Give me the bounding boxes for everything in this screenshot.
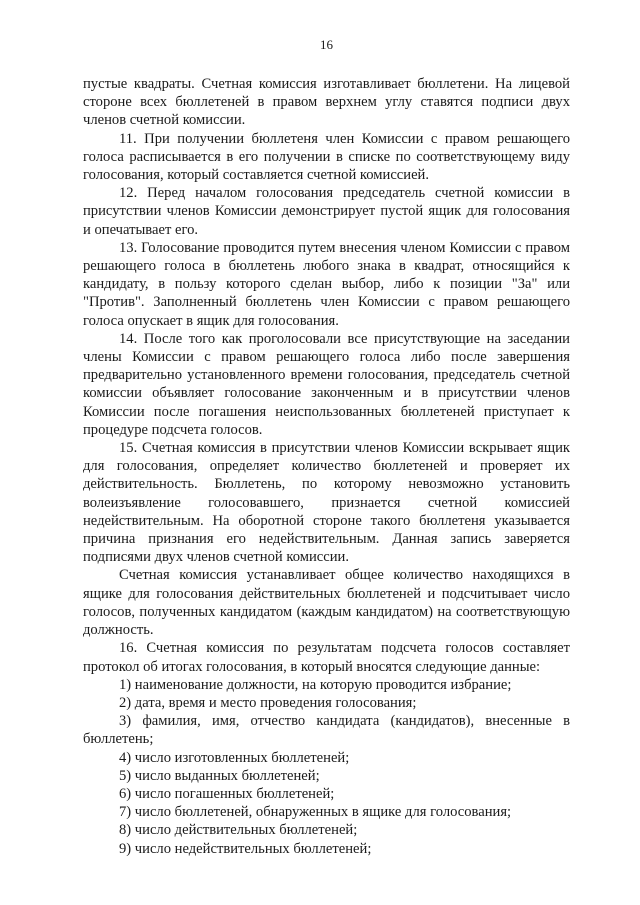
paragraph-item-13: 13. Голосование проводится путем внесения членом Комиссии с правом решающего голоса в бюллетень любого знака в квадрат, относящийся к кандидату, в пользу которого сделан выбор, либо к позиции "За" или "Против". Заполненный бюллетень член Комиссии с правом решающего голоса опускает в ящик для голосования. [83, 239, 570, 329]
list-item: 2) дата, время и место проведения голосования; [119, 694, 417, 711]
list-item: 7) число бюллетеней, обнаруженных в ящике для голосования; [119, 804, 512, 821]
paragraph-item-12: 12. Перед началом голосования председатель счетной комиссии в присутствии членов Комиссии демонстрирует пустой ящик для голосования и опечатывает его. [83, 185, 570, 238]
paragraph-item-15: 15. Счетная комиссия в присутствии членов Комиссии вскрывает ящик для голосования, определяет количество бюллетеней и проверяет их действительность. Бюллетень, по которому невозможно установить волеизъявление голосовавшего, признается счетной комиссией недействительным. На оборотной стороне такого бюллетеня указывается причина признания его недействительным. Данная запись заверяется подписями двух членов счетной комиссии. [83, 440, 570, 566]
paragraph-item-16: 16. Счетная комиссия по результатам подсчета голосов составляет протокол об итогах голосования, в который вносятся следующие данные: [83, 640, 570, 675]
document-body [83, 75, 570, 858]
paragraph-item-14: 14. После того как проголосовали все присутствующие на заседании члены Комиссии с правом решающего голоса либо после завершения предварительно установленного времени голосования, председатель счетной комиссии объявляет голосование законченным и в присутствии членов Комиссии после погашения неиспользованных бюллетеней приступает к процедуре подсчета голосов. [83, 330, 570, 438]
paragraph-continuation: пустые квадраты. Счетная комиссия изготавливает бюллетени. На лицевой стороне всех бюллетеней в правом верхнем углу ставятся подписи двух членов счетной комиссии. [83, 76, 570, 129]
list-item: 1) наименование должности, на которую проводится избрание; [119, 676, 512, 693]
list-item: 4) число изготовленных бюллетеней; [119, 749, 350, 766]
paragraph-item-11: 11. При получении бюллетеня член Комиссии с правом решающего голоса расписывается в его получении в списке по соответствующему виду голосования, который составляется счетной комиссией. [83, 130, 570, 184]
paragraph-vote-count: Счетная комиссия устанавливает общее количество находящихся в ящике для голосования действительных бюллетеней и подсчитывает число голосов, полученных кандидатом (каждым кандидатом) на соответствующую должность. [83, 567, 570, 639]
list-item: 5) число выданных бюллетеней; [119, 767, 320, 784]
page-number: 16 [320, 37, 333, 52]
list-item: 3) фамилия, имя, отчество кандидата (кандидатов), внесенные в бюллетень; [83, 713, 570, 748]
list-item: 8) число действительных бюллетеней; [119, 822, 358, 839]
list-item: 9) число недействительных бюллетеней; [119, 840, 372, 857]
list-item: 6) число погашенных бюллетеней; [119, 785, 335, 802]
